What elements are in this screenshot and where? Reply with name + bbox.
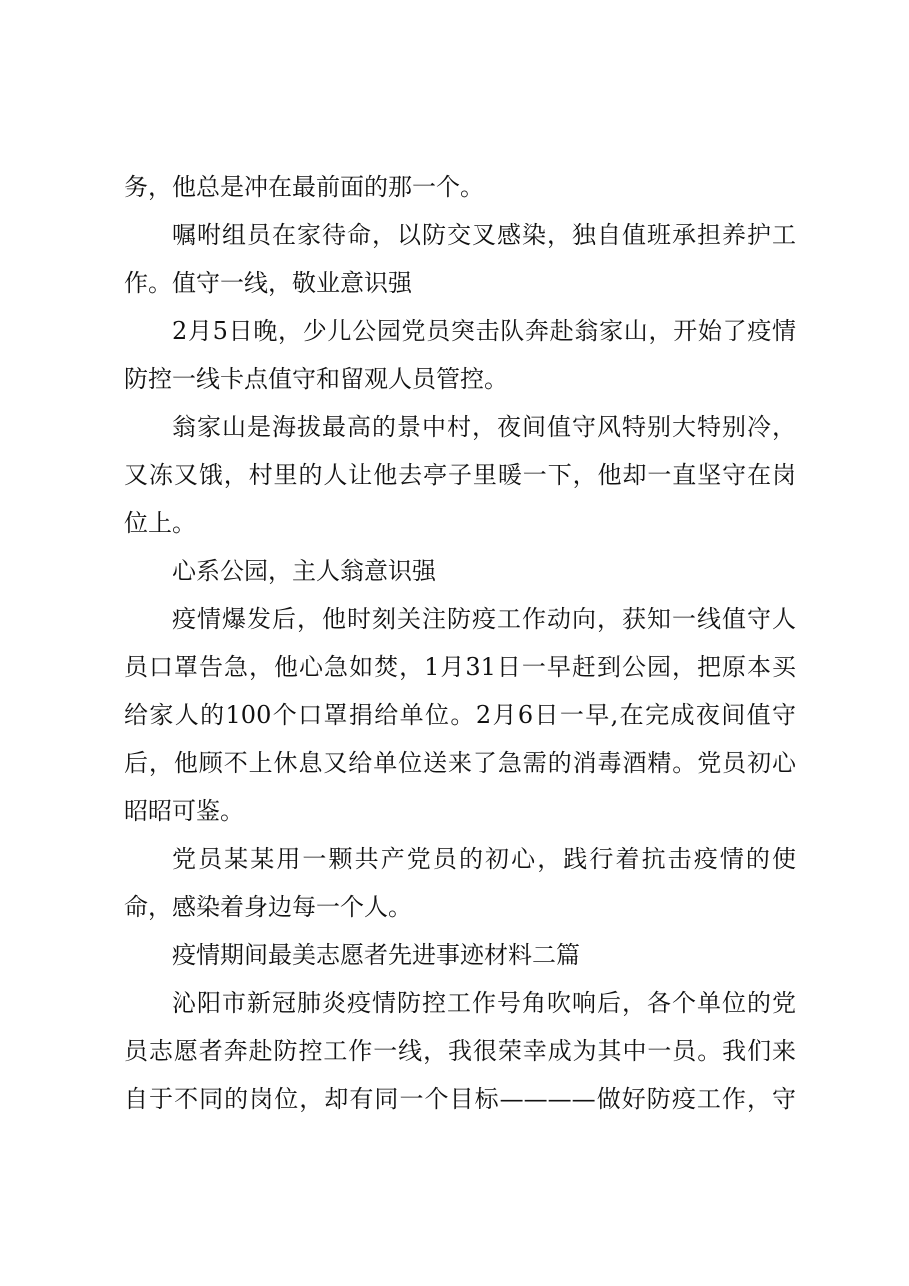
text-line: 自于不同的岗位，却有同一个目标————做好防疫工作，守 (124, 1085, 796, 1113)
text-line: 后，他顾不上休息又给单位送来了急需的消毒酒精。党员初心 (124, 749, 796, 777)
text-line: 嘱咐组员在家待命，以防交叉感染，独自值班承担养护工 (172, 221, 796, 249)
text-line: 命，感染着身边每一个人。 (124, 893, 412, 921)
text-line: 2月5日晚，少儿公园党员突击队奔赴翁家山，开始了疫情 (172, 317, 796, 345)
document-page (124, 163, 796, 1123)
text-line: 作。值守一线，敬业意识强 (124, 269, 412, 297)
text-line: 员口罩告急，他心急如焚，1月31日一早赶到公园，把原本买 (124, 653, 796, 681)
text-line: 防控一线卡点值守和留观人员管控。 (124, 365, 508, 393)
text-line: 昭昭可鉴。 (124, 797, 244, 825)
section-heading: 心系公园，主人翁意识强 (172, 557, 436, 585)
text-line: 党员某某用一颗共产党员的初心，践行着抗击疫情的使 (172, 845, 796, 873)
text-line: 务，他总是冲在最前面的那一个。 (124, 173, 484, 201)
section-title: 疫情期间最美志愿者先进事迹材料二篇 (172, 941, 580, 969)
text-line: 疫情爆发后，他时刻关注防疫工作动向，获知一线值守人 (172, 605, 796, 633)
text-line: 又冻又饿，村里的人让他去亭子里暖一下，他却一直坚守在岗 (124, 461, 796, 489)
text-line: 位上。 (124, 509, 196, 537)
text-line: 翁家山是海拔最高的景中村，夜间值守风特别大特别冷， (172, 413, 796, 441)
text-line: 员志愿者奔赴防控工作一线，我很荣幸成为其中一员。我们来 (124, 1037, 796, 1065)
text-line: 沁阳市新冠肺炎疫情防控工作号角吹响后，各个单位的党 (172, 989, 796, 1017)
text-line: 给家人的100个口罩捐给单位。2月6日一早,在完成夜间值守 (124, 701, 796, 729)
